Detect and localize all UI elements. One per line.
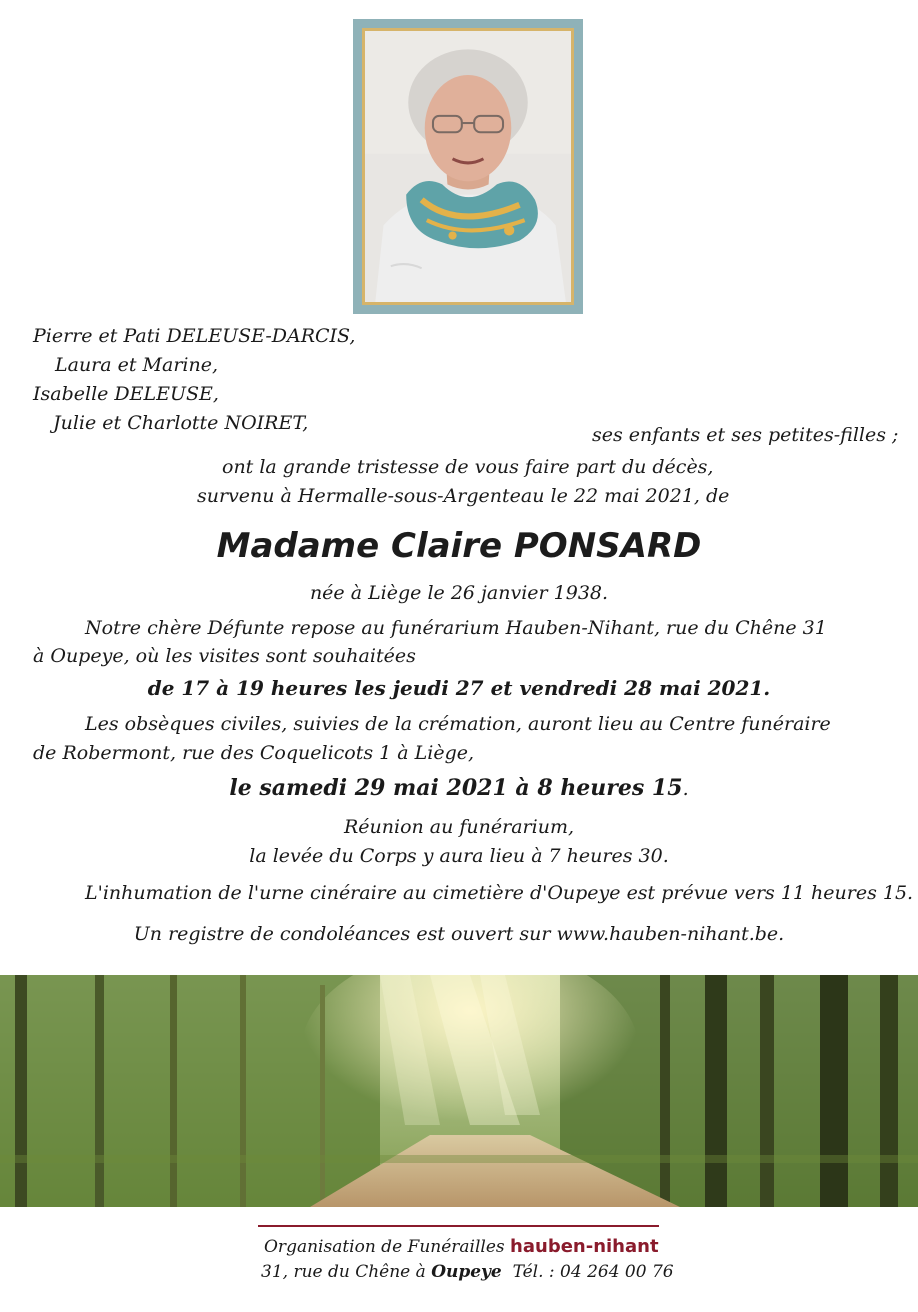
footer-organisation [264,1236,659,1257]
funeral-date-row [0,775,918,801]
announcement-line-1: ont la grande tristesse de vous faire part du décès, [222,456,714,478]
family-line-3: Isabelle DELEUSE, [33,383,219,405]
portrait-illustration [365,31,571,302]
footer-address-prefix: 31, rue du Chêne à [261,1262,426,1282]
family-line-1: Pierre et Pati DELEUSE-DARCIS, [33,325,356,347]
funeral-line-1: Les obsèques civiles, suivies de la crémation, auront lieu au Centre funéraire [85,713,831,735]
forest-image [0,975,918,1207]
family-line-2: Laura et Marine, [55,354,219,376]
funeral-date: le samedi 29 mai 2021 à 8 heures 15 [229,775,683,801]
footer-brand-logo: hauben-nihant [510,1236,659,1257]
visits-hours: de 17 à 19 heures les jeudi 27 et vendredi 28 mai 2021. [147,676,771,700]
funeral-line-2: de Robermont, rue des Coquelicots 1 à Liège, [33,742,475,764]
footer-city: Oupeye [431,1262,502,1282]
registry-text: Un registre de condoléances est ouvert sur www.hauben-nihant.be. [133,923,785,945]
birth-info: née à Liège le 26 janvier 1938. [309,582,609,604]
meeting-line-2: la levée du Corps y aura lieu à 7 heures 30. [249,845,669,867]
footer-organisation-label: Organisation de Funérailles [264,1237,505,1257]
footer-divider [258,1225,659,1227]
funeral-date-period: . [682,778,689,800]
footer-address [261,1262,674,1282]
announcement-line-2: survenu à Hermalle-sous-Argenteau le 22 mai 2021, de [197,485,730,507]
deceased-name: Madame Claire PONSARD [216,526,702,566]
forest-illustration [0,975,918,1207]
visits-line-1: Notre chère Défunte repose au funérarium Hauben-Nihant, rue du Chêne 31 [85,617,827,639]
portrait-frame [353,19,583,314]
meeting-line-1: Réunion au funérarium, [343,816,575,838]
family-line-4: Julie et Charlotte NOIRET, [53,412,309,434]
inhumation-text: L'inhumation de l'urne cinéraire au cimetière d'Oupeye est prévue vers 11 heures 15. [85,882,914,904]
portrait-photo [362,28,574,305]
family-relation: ses enfants et ses petites-filles ; [592,424,899,446]
visits-line-2: à Oupeye, où les visites sont souhaitées [33,645,416,667]
footer-phone: Tél. : 04 264 00 76 [512,1262,674,1282]
